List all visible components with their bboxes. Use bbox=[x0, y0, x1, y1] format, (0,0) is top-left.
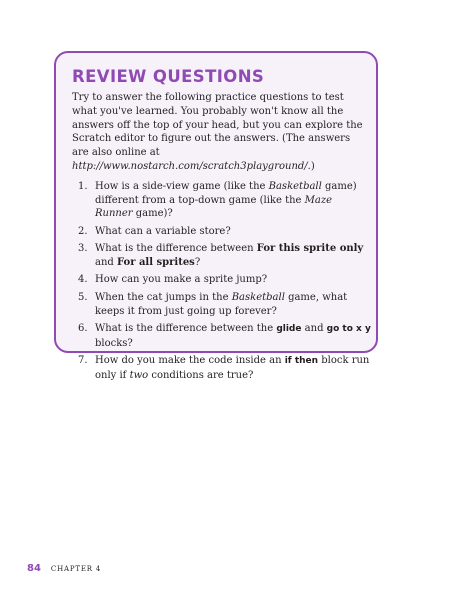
question-text: How is a side-view game (like the bbox=[95, 180, 269, 192]
question-item bbox=[72, 291, 371, 319]
question-item bbox=[72, 242, 371, 270]
question-text: game, what keeps it from just going up forever? bbox=[95, 291, 348, 317]
question-number: 4. bbox=[78, 274, 88, 286]
question-item bbox=[72, 180, 371, 221]
question-text: game)? bbox=[132, 208, 173, 220]
question-text: Basketball bbox=[231, 291, 285, 303]
question-text: and bbox=[95, 256, 117, 268]
question-text: How can you make a sprite jump? bbox=[95, 274, 268, 286]
question-number: 3. bbox=[78, 243, 88, 255]
question-text: Maze Runner bbox=[95, 194, 333, 220]
question-text: conditions are true? bbox=[148, 369, 254, 381]
question-text: two bbox=[129, 369, 149, 381]
question-text: Basketball bbox=[268, 180, 322, 192]
question-item bbox=[72, 354, 371, 383]
question-number: 5. bbox=[78, 291, 88, 303]
intro-end: .) bbox=[307, 160, 315, 172]
question-number: 6. bbox=[78, 322, 88, 334]
intro-paragraph bbox=[72, 91, 364, 174]
question-text: if then bbox=[284, 356, 319, 367]
question-text: What is the difference between bbox=[95, 243, 257, 255]
question-item bbox=[72, 322, 371, 351]
question-text: What is the difference between the bbox=[95, 322, 277, 334]
questions-list bbox=[72, 180, 371, 383]
review-questions-box bbox=[54, 51, 378, 381]
answers-url: http://www.nostarch.com/scratch3playground/ bbox=[72, 160, 308, 172]
question-text: When the cat jumps in the bbox=[95, 291, 232, 303]
question-text: What can a variable store? bbox=[95, 225, 231, 237]
review-title: REVIEW QUESTIONS bbox=[72, 67, 265, 86]
question-text: and bbox=[301, 322, 327, 334]
question-text: ? bbox=[194, 256, 201, 268]
question-number: 7. bbox=[78, 355, 88, 367]
question-text: block run only if bbox=[95, 355, 370, 381]
question-text: For this sprite only bbox=[256, 243, 364, 255]
question-item bbox=[72, 225, 371, 239]
question-number: 2. bbox=[78, 225, 88, 237]
chapter-label: CHAPTER 4 bbox=[50, 565, 102, 573]
question-text: go to x y bbox=[326, 323, 371, 334]
page-footer bbox=[27, 563, 101, 577]
question-text: blocks? bbox=[95, 337, 133, 349]
question-text: For all sprites bbox=[116, 256, 195, 268]
question-text: game) different from a top-down game (like the bbox=[95, 180, 357, 206]
question-text: glide bbox=[276, 323, 302, 334]
question-text: How do you make the code inside an bbox=[95, 355, 285, 367]
page-number: 84 bbox=[27, 563, 41, 574]
intro-text: Try to answer the following practice questions to test what you've learned. You probably won't know all the answers off the top of your head, but you can explore the Scratch editor to figure out the answers. (The answers are also online at bbox=[72, 92, 363, 159]
question-item bbox=[72, 273, 371, 287]
question-number: 1. bbox=[78, 180, 88, 192]
